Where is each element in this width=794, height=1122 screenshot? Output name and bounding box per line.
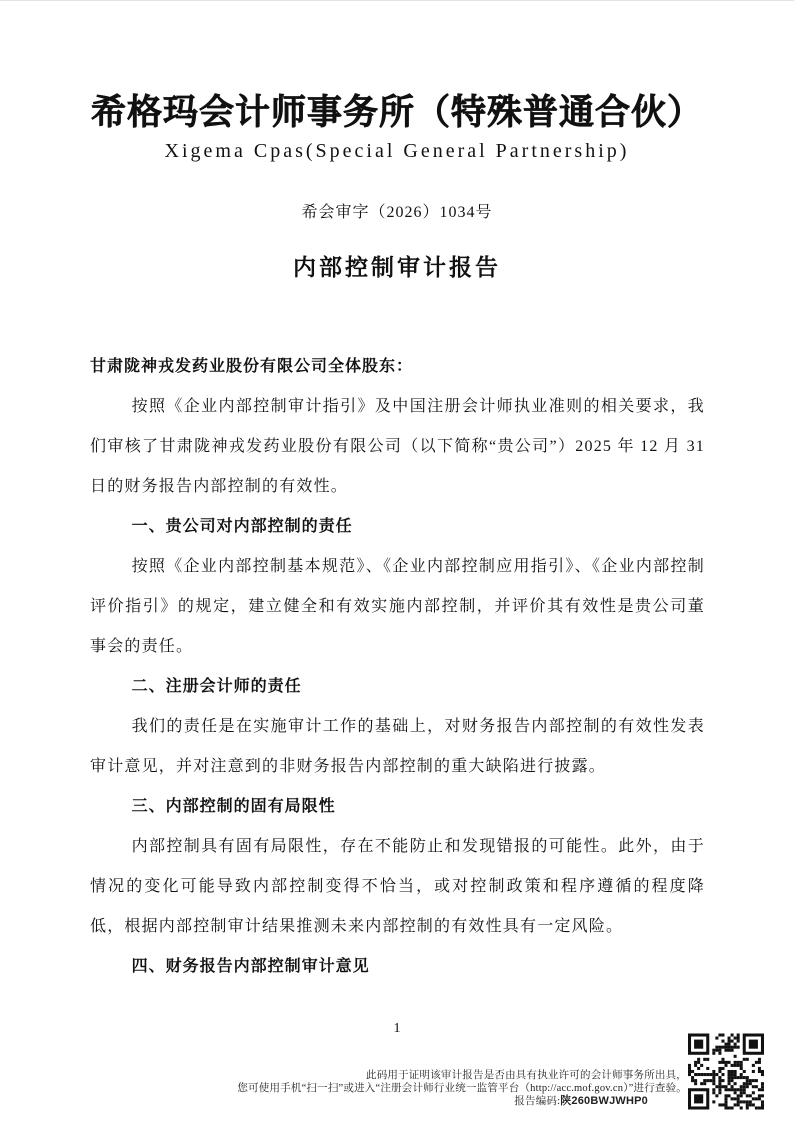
reference-number: 希会审字（2026）1034号 xyxy=(301,204,493,221)
verification-note-line2: 您可使用手机“扫一扫”或进入“注册会计师行业统一监管平台（http://acc.mof.gov.cn）”进行查验。 xyxy=(237,1083,687,1094)
report-code-line xyxy=(237,1095,687,1108)
document-title: 内部控制审计报告 xyxy=(293,254,501,280)
report-body xyxy=(90,347,705,987)
page-number: 1 xyxy=(393,1021,401,1036)
qr-code-icon xyxy=(688,1033,764,1110)
section-2-body: 我们的责任是在实施审计工作的基础上，对财务报告内部控制的有效性发表审计意见，并对注意到的非财务报告内部控制的重大缺陷进行披露。 xyxy=(90,718,705,775)
section-1-heading: 一、贵公司对内部控制的责任 xyxy=(131,518,353,535)
intro-paragraph: 按照《企业内部控制审计指引》及中国注册会计师执业准则的相关要求，我们审核了甘肃陇神戎发药业股份有限公司（以下简称“贵公司”）2025 年 12 月 31 日的财务报告内部控制的有效性。 xyxy=(90,398,705,495)
section-3-heading: 三、内部控制的固有局限性 xyxy=(131,798,336,815)
verification-note-line1: 此码用于证明该审计报告是否由具有执业许可的会计师事务所出具， xyxy=(366,1070,687,1081)
letterhead xyxy=(0,0,794,282)
verification-note xyxy=(237,1069,687,1108)
firm-name-chinese: 希格玛会计师事务所（特殊普通合伙） xyxy=(90,92,703,133)
addressee-line: 甘肃陇神戎发药业股份有限公司全体股东： xyxy=(90,358,414,375)
section-2-heading: 二、注册会计师的责任 xyxy=(131,678,302,695)
firm-name-english: Xigema Cpas(Special General Partnership) xyxy=(164,140,630,162)
report-code-value: 陕260BWJWHP0 xyxy=(560,1095,648,1107)
section-1-body: 按照《企业内部控制基本规范》、《企业内部控制应用指引》、《企业内部控制评价指引》的规定，建立健全和有效实施内部控制，并评价其有效性是贵公司董事会的责任。 xyxy=(90,558,705,655)
section-3-body: 内部控制具有固有局限性，存在不能防止和发现错报的可能性。此外，由于情况的变化可能导致内部控制变得不恰当，或对控制政策和程序遵循的程度降低，根据内部控制审计结果推测未来内部控制的有效性具有一定风险。 xyxy=(90,838,705,935)
section-4-heading: 四、财务报告内部控制审计意见 xyxy=(131,958,370,975)
report-code-label: 报告编码: xyxy=(514,1096,561,1107)
page-top-edge xyxy=(0,0,794,1)
